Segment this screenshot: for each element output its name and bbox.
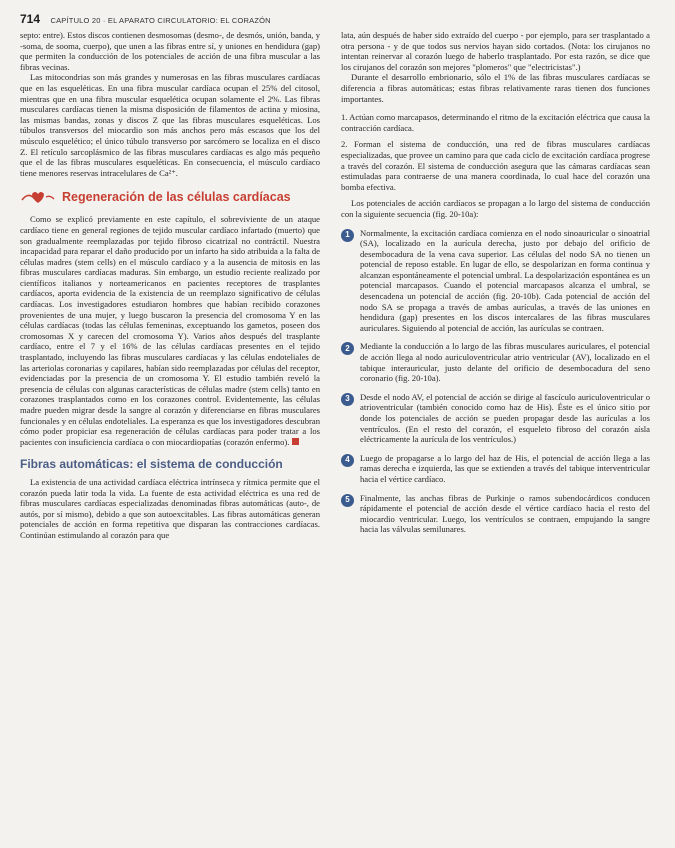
- step-item: [341, 341, 650, 383]
- end-of-section-marker: [292, 438, 299, 445]
- paragraph: Las mitocondrias son más grandes y numerosas en las fibras musculares cardíacas que en las esqueléticas. En una fibra muscular cardíaca ocupan el 25% del citosol, mientras que en una fibra muscular esquelética ocupan solamente el 2%. Las fibras musculares cardíacas tienen la misma disposición de filamentos de actina y miosina, las mismas bandas, zonas y discos Z que las fibras musculares esqueléticas. Los túbulos transversos del miocardio son más anchos pero más escasos que los del músculo esquelético; el único túbulo transverso por sarcómero se localiza en el disco Z. El retículo sarcoplásmico de las fibras musculares cardíacas es algo más pequeño que el de las fibras musculares esqueléticas. En consecuencia, el músculo cardíaco tiene menores reservas intracelulares de Ca²⁺.: [20, 72, 320, 178]
- step-number-badge: 5: [341, 494, 354, 507]
- left-column: [20, 30, 320, 541]
- step-text: Normalmente, la excitación cardíaca comienza en el nodo sinoauricular o sinoatrial (SA), localizado en la aurícula derecha, justo por debajo del orificio de desembocadura de la vena cava superior. Las células del nodo SA no tienen un potencial de reposo estable. En lugar de ello, se despolarizan en forma continua y alcanzan espontáneamente el potencial umbral. La despolarización espontánea es un potencial marcapasos. Cuando el potencial marcapasos alcanza el umbral, se desencadena un potencial de acción (fig. 20-10b). Cada potencial de acción del nodo SA se propaga a través de ambas aurículas, a través de las uniones en hendidura (gap) presentes en los discos intercalares de las fibras musculares auriculares. Siguiendo al potencial de acción, las aurículas se contraen.: [360, 227, 650, 333]
- paragraph: Los potenciales de acción cardíacos se propagan a lo largo del sistema de conducción con la siguiente secuencia (fig. 20-10a):: [341, 198, 650, 219]
- step-text: Mediante la conducción a lo largo de las fibras musculares auriculares, el potencial de acción llega al nodo auriculoventricular atrio ventricular (AV), localizado en el tabique interauricular, justo delante del orificio de desembocadura del seno coronario (fig. 20-10a).: [360, 341, 650, 384]
- paragraph: Durante el desarrollo embrionario, sólo el 1% de las fibras musculares cardíacas se diferencia a fibras automáticas; estas fibras relativamente raras tienen dos funciones importantes.: [341, 72, 650, 104]
- step-item: [341, 228, 650, 334]
- right-column: [341, 30, 650, 543]
- step-number-badge: 2: [341, 342, 354, 355]
- step-text: Finalmente, las anchas fibras de Purkinje o ramos subendocárdicos conducen rápidamente el potencial de acción desde el vértice cardíaco hacia el resto del miocardio ventricular. Luego, los ventrículos se contraen, empujando la sangre hacia las válvulas semilunares.: [360, 492, 650, 535]
- step-number-badge: 1: [341, 229, 354, 242]
- paragraph: lata, aún después de haber sido extraído del cuerpo - por ejemplo, para ser trasplantado a otra persona - y de que todos sus nervios hayan sido cortados. (Nota: los cirujanos no intentan reinervar al corazón luego de haberlo trasplantado. Por esta razón, se dice que los cirujanos del corazón son mejores "plomeros" que "electricistas".): [341, 30, 650, 72]
- page-number: 714: [20, 12, 41, 26]
- heart-regeneration-icon: [20, 188, 56, 206]
- paragraph: [20, 214, 320, 447]
- step-item: [341, 453, 650, 485]
- regen-heading: [20, 188, 320, 206]
- step-text: Luego de propagarse a lo largo del haz de His, el potencial de acción llega a las ramas derecha e izquierda, las que se extienden a través del tabique interventricular hacia el vértice cardíaco.: [360, 452, 650, 484]
- list-item: 2. Forman el sistema de conducción, una red de fibras musculares cardíacas especializadas, que provee un camino para que cada ciclo de excitación cardíaca progrese a través del corazón. El sistema de conducción asegura que las cámaras cardíacas sean estimuladas para contraerse de una manera coordinada, lo cual hace del corazón una bomba efectiva.: [341, 139, 650, 192]
- step-number-badge: 3: [341, 393, 354, 406]
- paragraph: La existencia de una actividad cardíaca eléctrica intrínseca y rítmica permite que el corazón pueda latir toda la vida. La fuente de esta actividad eléctrica es una red de fibras musculares cardíacas especializadas denominadas fibras automáticas (auto-, de autós, por sí mismo), debido a que son autoexcitables. Las fibras automáticas generan potenciales de acción en forma repetitiva que disparan las contracciones cardíacas. Continúan estimulando al corazón para que: [20, 476, 320, 540]
- page-header: [20, 10, 655, 28]
- list-item: 1. Actúan como marcapasos, determinando el ritmo de la excitación eléctrica que causa la contracción cardíaca.: [341, 112, 650, 133]
- regen-paragraph: Como se explicó previamente en este capítulo, el sobreviviente de un ataque cardíaco tiene en general regiones de tejido muscular cardíaco infartado (muerto) que son gradualmente reemplazadas por tejido fibroso cicatrizal no contráctil. Nuestra incapacidad para reparar el daño producido por un infarto ha sido atribuida a la falta de células madres (stem cells) en el músculo cardíaco y a la ausencia de mitosis en las fibras musculares cardíacas maduras. Sin embargo, un estudio reciente realizado por científicos italianos y norteamericanos en pacientes receptores de trasplantes cardíacos, aporta evidencia de la existencia de un reemplazo significativo de células cardíacas. Los investigadores estudiaron hombres que habían recibido corazones provenientes de una mujer, y luego buscaron la presencia del cromosoma Y en las células cardíacas (todas las células femeninas, exceptuando los gametos, poseen dos cromosomas X y carecen del cromosoma Y). Varios años después del trasplante cardíaco, entre el 7 y el 16% de las células cardíacas presentes en el tejido trasplantado, incluyendo las fibras musculares cardíacas y las células endoteliales de las arteriolas coronarias y capilares, habían sido reemplazadas por células del receptor, evidenciadas por la presencia de un cromosoma Y. El estudio también reveló la presencia de células con algunas características de células madre (stem cells) tanto en corazones trasplantados como en los corazones control. Evidentemente, las células madre pueden migrar desde la sangre al corazón y diferenciarse en fibras musculares funcionales y en células endoteliales. La esperanza es que los investigadores descubran cómo poder propiciar esa regeneración de células cardíacas para poder tratar a los pacientes con insuficiencia cardíaca o con miocardiopatías (corazón enfermo).: [20, 214, 320, 447]
- step-item: [341, 392, 650, 445]
- step-item: [341, 493, 650, 535]
- functions-list: [341, 112, 650, 192]
- paragraph: septo: entre). Estos discos contienen desmosomas (desmo-, de desmós, unión, banda, y -soma, de sooma, cuerpo), que unen a las fibras entre sí, y uniones en hendidura (gap) que permiten la conducción de los potenciales de acción de una fibra muscular a las fibras vecinas.: [20, 30, 320, 72]
- regen-heading-text: Regeneración de las células cardíacas: [62, 190, 291, 205]
- fibras-heading: Fibras automáticas: el sistema de conducción: [20, 457, 283, 472]
- chapter-title: CAPÍTULO 20 · EL APARATO CIRCULATORIO: EL CORAZÓN: [50, 16, 271, 25]
- step-number-badge: 4: [341, 454, 354, 467]
- step-text: Desde el nodo AV, el potencial de acción se dirige al fascículo auriculoventricular o atrioventricular (también conocido como haz de His). Éste es el único sitio por donde los potenciales de acción se pueden propagar desde las aurículas a los ventrículos. (En el resto del corazón, el esqueleto fibroso del corazón aísla eléctricamente la aurícula de los ventrículos.): [360, 391, 650, 445]
